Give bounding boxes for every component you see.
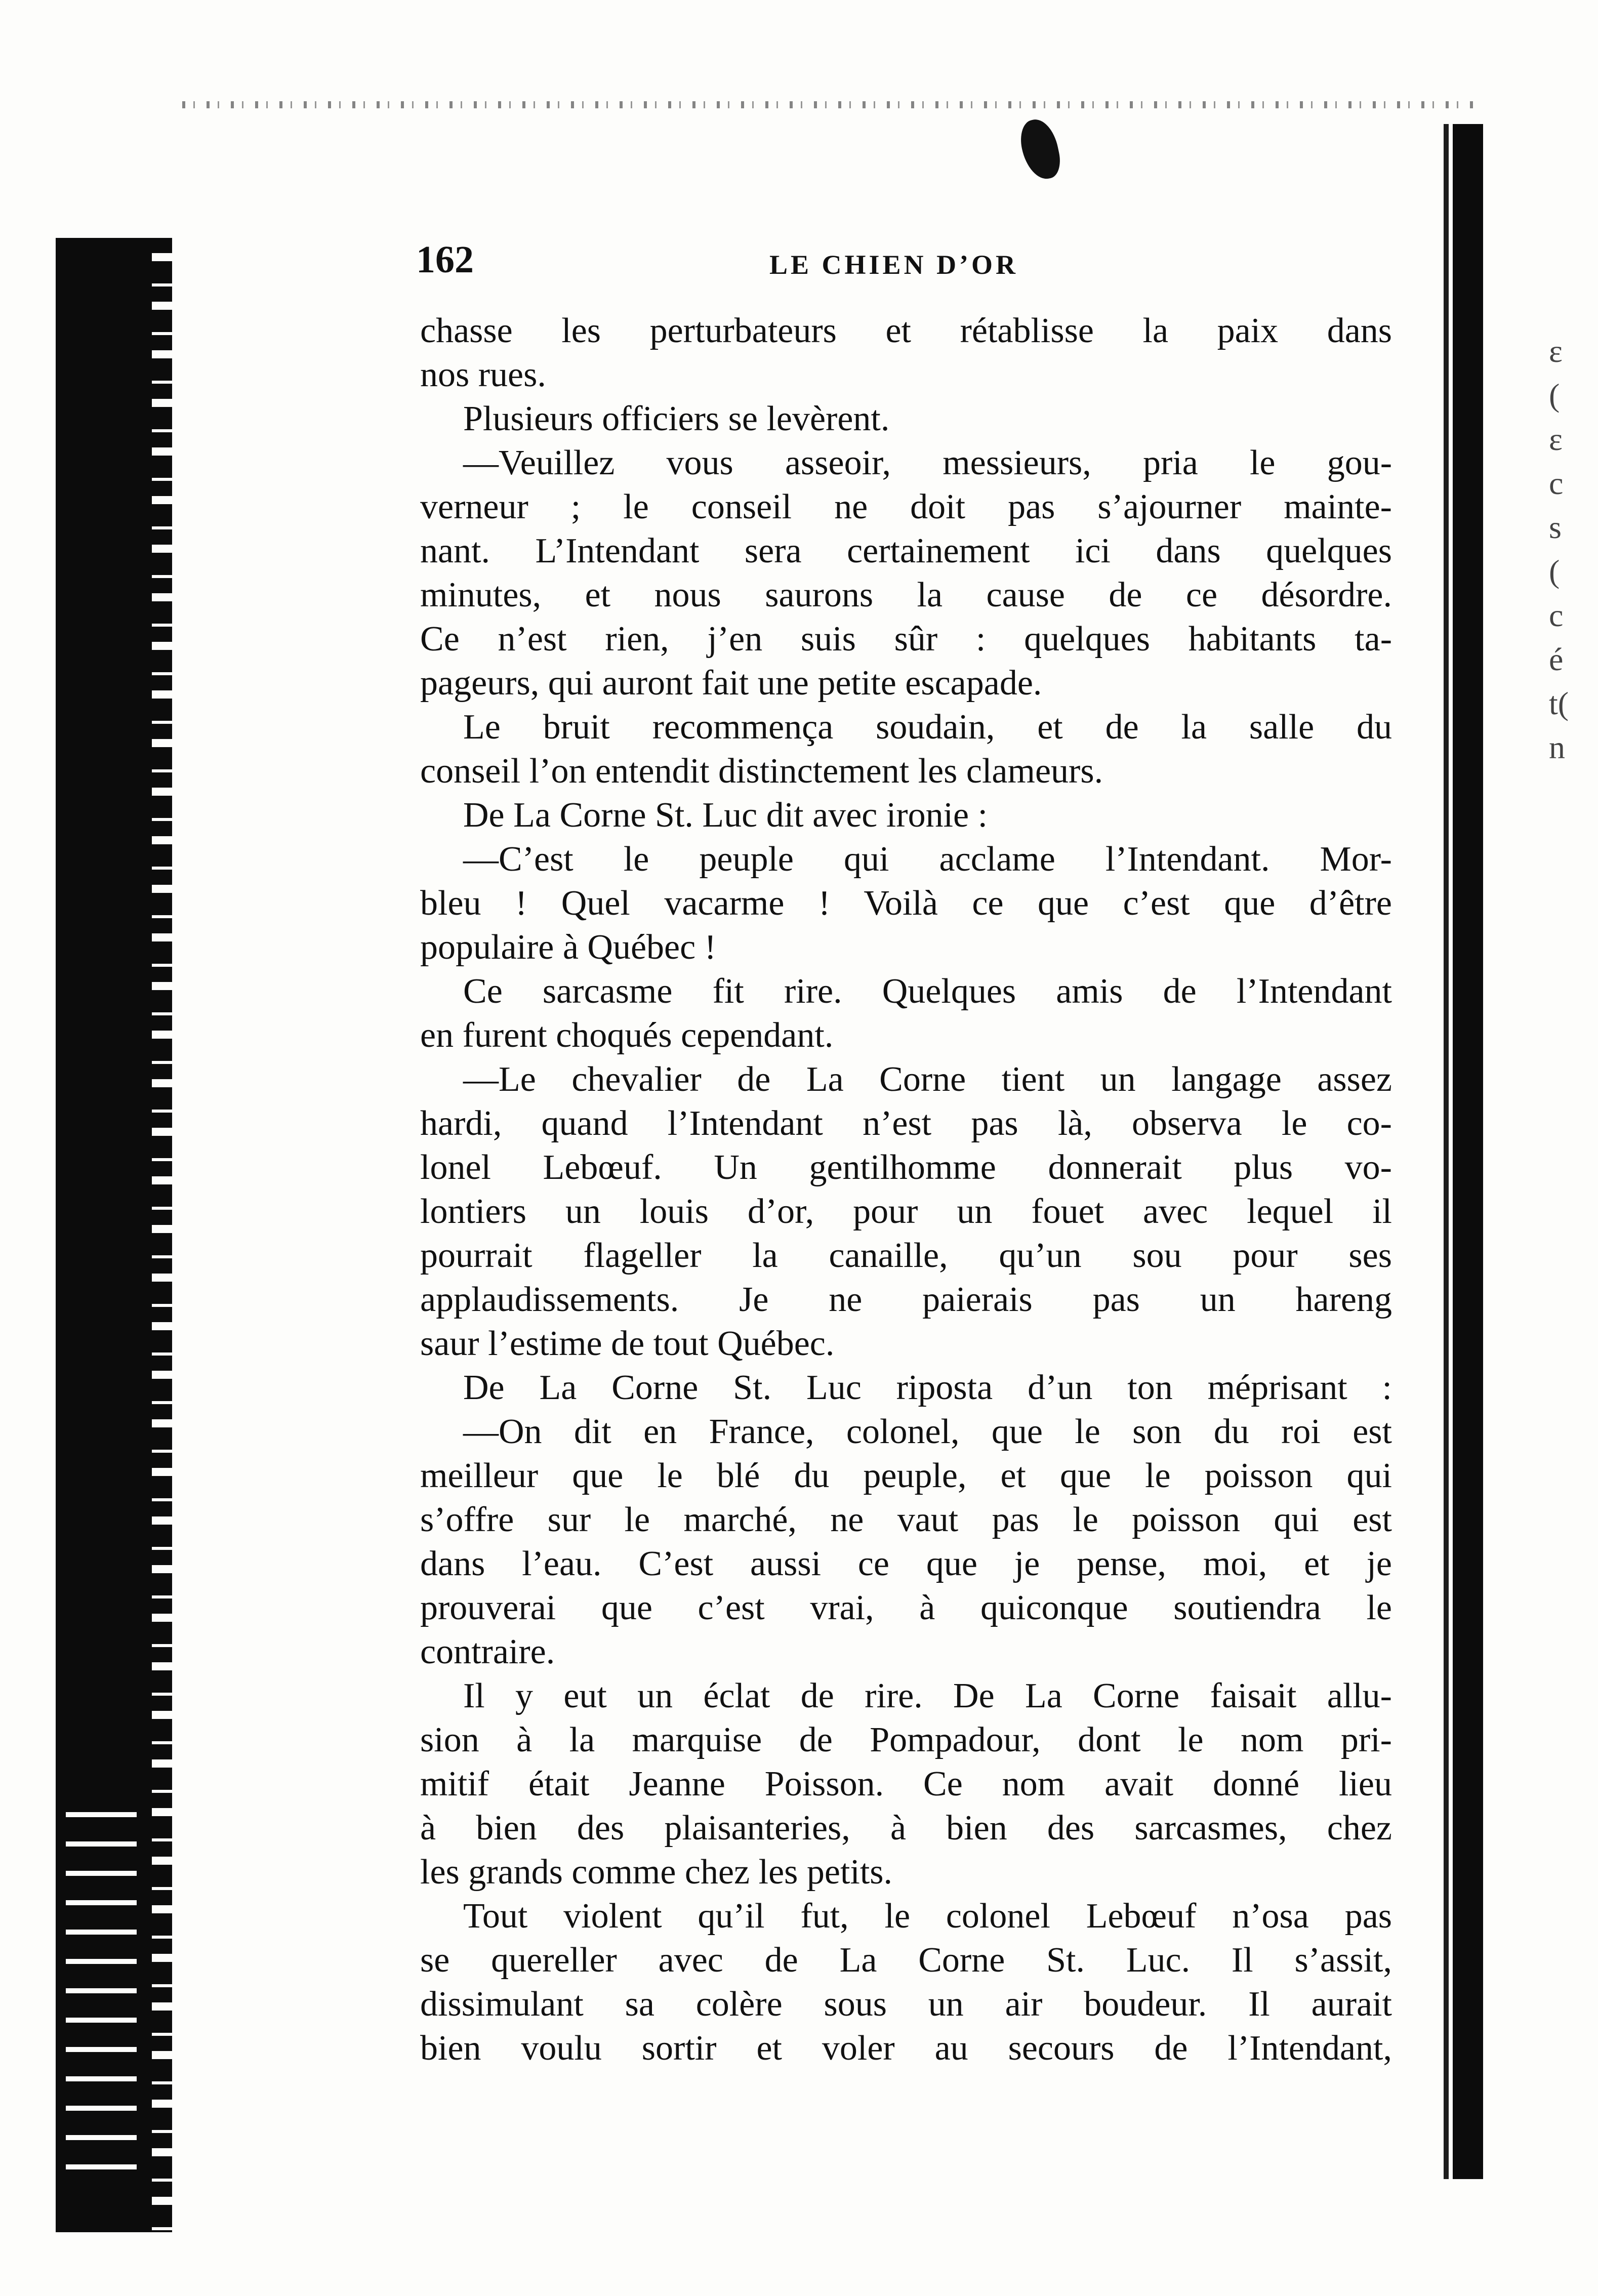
text-line: sion à la marquise de Pompadour, dont le nom pri- xyxy=(420,1720,1392,1759)
text-line: à bien des plaisanteries, à bien des sarcasmes, chez xyxy=(420,1809,1392,1848)
text-line: —C’est le peuple qui acclame l’Intendant. Mor- xyxy=(463,840,1392,879)
text-line: lontiers un louis d’or, pour un fouet avec lequel il xyxy=(420,1192,1392,1231)
right-binding-shadow xyxy=(1453,124,1483,2179)
text-line: De La Corne St. Luc riposta d’un ton méprisant : xyxy=(463,1368,1392,1407)
bleed-glyph: ( xyxy=(1549,553,1560,589)
text-line: populaire à Québec ! xyxy=(420,928,716,967)
text-line: De La Corne St. Luc dit avec ironie : xyxy=(463,796,988,835)
text-line: prouverai que c’est vrai, à quiconque soutiendra le xyxy=(420,1588,1392,1627)
text-line: —Le chevalier de La Corne tient un langage assez xyxy=(463,1060,1392,1099)
bleed-glyph: ɛ xyxy=(1549,421,1563,457)
left-binding-ticks xyxy=(66,1812,137,2177)
text-line: Tout violent qu’il fut, le colonel Lebœuf n’osa pas xyxy=(463,1897,1392,1936)
right-edge-line xyxy=(1444,124,1449,2179)
text-line: meilleur que le blé du peuple, et que le poisson qui xyxy=(420,1456,1392,1495)
bleed-glyph: n xyxy=(1549,729,1565,765)
text-line: hardi, quand l’Intendant n’est pas là, observa le co- xyxy=(420,1104,1392,1143)
text-line: saur l’estime de tout Québec. xyxy=(420,1324,835,1363)
text-line: se quereller avec de La Corne St. Luc. Il s’assit, xyxy=(420,1941,1392,1980)
text-line: minutes, et nous saurons la cause de ce désordre. xyxy=(420,576,1392,614)
text-line: —On dit en France, colonel, que le son du roi est xyxy=(463,1412,1392,1451)
text-line: contraire. xyxy=(420,1632,555,1671)
text-line: Le bruit recommença soudain, et de la salle du xyxy=(463,708,1392,747)
bleed-glyph: s xyxy=(1549,509,1562,545)
ink-blot xyxy=(1016,116,1063,183)
bleed-glyph: ɛ xyxy=(1549,333,1563,369)
text-line: pourrait flageller la canaille, qu’un sou pour ses xyxy=(420,1236,1392,1275)
page-number: 162 xyxy=(416,238,474,281)
text-line: —Veuillez vous asseoir, messieurs, pria le gou- xyxy=(463,443,1392,482)
text-line: verneur ; le conseil ne doit pas s’ajourner mainte- xyxy=(420,487,1392,526)
text-line: Il y eut un éclat de rire. De La Corne faisait allu- xyxy=(463,1676,1392,1715)
text-line: chasse les perturbateurs et rétablisse la paix dans xyxy=(420,311,1392,350)
text-line: nos rues. xyxy=(420,355,546,394)
bleed-glyph: é xyxy=(1549,641,1564,677)
text-line: en furent choqués cependant. xyxy=(420,1016,834,1055)
text-line: les grands comme chez les petits. xyxy=(420,1853,893,1892)
text-line: Plusieurs officiers se levèrent. xyxy=(463,399,890,438)
body-text xyxy=(420,309,1392,2070)
text-line: bleu ! Quel vacarme ! Voilà ce que c’est que d’être xyxy=(420,884,1392,923)
bleed-glyph: c xyxy=(1549,465,1564,501)
bleed-glyph: ( xyxy=(1549,377,1560,413)
bleed-glyph: t( xyxy=(1549,685,1569,721)
text-line: Ce sarcasme fit rire. Quelques amis de l’Intendant xyxy=(463,972,1392,1011)
left-binding-edge xyxy=(152,238,172,2232)
text-line: mitif était Jeanne Poisson. Ce nom avait donné lieu xyxy=(420,1765,1392,1803)
text-line: dans l’eau. C’est aussi ce que je pense, moi, et je xyxy=(420,1544,1392,1583)
text-line: dissimulant sa colère sous un air boudeur. Il aurait xyxy=(420,1985,1392,2024)
text-line: pageurs, qui auront fait une petite escapade. xyxy=(420,664,1042,703)
text-line: s’offre sur le marché, ne vaut pas le poisson qui est xyxy=(420,1500,1392,1539)
text-line: Ce n’est rien, j’en suis sûr : quelques habitants ta- xyxy=(420,620,1392,659)
text-line: nant. L’Intendant sera certainement ici dans quelques xyxy=(420,531,1392,570)
facing-page-bleed xyxy=(1549,329,1579,769)
bleed-glyph: c xyxy=(1549,597,1564,633)
text-line: applaudissements. Je ne paierais pas un hareng xyxy=(420,1280,1392,1319)
text-line: bien voulu sortir et voler au secours de l’Intendant, xyxy=(420,2029,1392,2068)
running-title: LE CHIEN D’OR xyxy=(769,250,1019,280)
scan-top-edge xyxy=(182,101,1473,108)
text-line: lonel Lebœuf. Un gentilhomme donnerait plus vo- xyxy=(420,1148,1392,1187)
text-line: conseil l’on entendit distinctement les clameurs. xyxy=(420,752,1103,791)
